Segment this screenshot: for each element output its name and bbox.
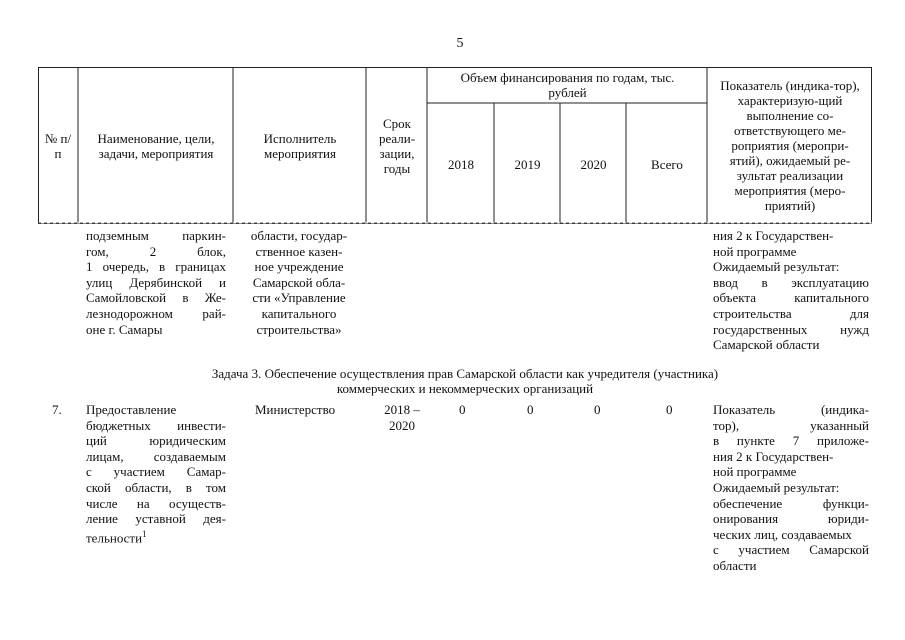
- page-number: 5: [456, 36, 464, 51]
- header-term: Срок реали-зации, годы: [378, 115, 416, 176]
- text-line: в пункте 7 приложе-: [713, 433, 869, 449]
- text-line: Ожидаемый результат:: [713, 479, 840, 495]
- text-line: ций юридическим: [86, 433, 226, 449]
- text-line: 1 очередь, в границах: [86, 259, 226, 275]
- row-7-num: 7.: [52, 402, 62, 417]
- text-line: ния 2 к Государствен-: [713, 228, 834, 243]
- row-7-value-2019: 0: [527, 402, 534, 417]
- header-year-2019: 2019: [514, 156, 541, 172]
- row-7-value-total: 0: [666, 402, 673, 417]
- task-3-line-2: коммерческих и некоммерческих организаций: [336, 381, 594, 396]
- text-line: ческих лиц, создаваемых: [713, 526, 852, 542]
- header-year-2018: 2018: [448, 156, 474, 172]
- text-line: гом, 2 блок,: [86, 243, 226, 259]
- text-line: улиц Дерябинской и: [86, 274, 226, 290]
- text-line: лезнодорожном рай-: [86, 305, 226, 321]
- header-total: Всего: [651, 156, 683, 172]
- text-line: ной программе: [713, 464, 797, 480]
- text-line: числе на осуществ-: [86, 495, 226, 511]
- row-7-value-2020: 0: [594, 402, 601, 417]
- text-line-last: [86, 527, 226, 546]
- footnote-marker: 1: [142, 528, 147, 539]
- text-line: объекта капитального: [713, 290, 869, 306]
- header-executor: Исполнитель мероприятия: [263, 130, 337, 161]
- text-line: сти «Управление: [252, 290, 346, 306]
- text-line: Самойловской в Же-: [86, 290, 226, 306]
- text-line: бюджетных инвести-: [86, 417, 226, 433]
- text-line: области, государ-: [250, 228, 348, 243]
- text-line: государственных нужд: [713, 321, 869, 337]
- row-7-name: [86, 402, 226, 546]
- text-line: ственное казен-: [255, 243, 343, 259]
- text-line: капитального: [261, 305, 337, 321]
- text-line: ния 2 к Государствен-: [713, 448, 834, 464]
- text-line: ной программе: [713, 243, 797, 259]
- text-line: с участием Самарской: [713, 542, 869, 558]
- task-3-heading: [60, 366, 870, 396]
- task-3-line-1: Задача 3. Обеспечение осуществления прав Самарской области как учредителя (участника): [211, 366, 719, 381]
- continuation-indicator: [713, 228, 869, 353]
- header-num: № п/п: [44, 130, 72, 161]
- text-line: оне г. Самары: [86, 321, 163, 337]
- header-finance-group: Объем финансирования по годам, тыс. рублей: [460, 70, 675, 100]
- text-line: онирования юриди-: [713, 511, 869, 527]
- text-line: строительства»: [256, 321, 342, 337]
- header-indicator: Показатель (индика-тор), характеризую-щий выполнение со-ответствующего ме-роприятия (меропри-ятий), ожидаемый ре-зультат реализации мероприятия (меро-приятий): [720, 78, 860, 213]
- text-line: ской области, в том: [86, 479, 226, 495]
- text-line: Ожидаемый результат:: [713, 259, 840, 275]
- header-name: Наименование, цели, задачи, мероприятия: [97, 130, 215, 161]
- text-line: ное учреждение: [254, 259, 344, 275]
- text-line: области: [713, 557, 757, 573]
- text-line: лицам, создаваемым: [86, 448, 226, 464]
- row-7-indicator: [713, 402, 869, 574]
- table-header: [38, 67, 872, 224]
- text-line: ление уставной дея-: [86, 511, 226, 527]
- text-line: тор), указанный: [713, 417, 869, 433]
- row-7-value-2018: 0: [459, 402, 466, 417]
- row-7-executor: Министерство: [255, 402, 336, 417]
- text-line: Самарской обла-: [252, 274, 346, 290]
- header-year-2020: 2020: [580, 156, 607, 172]
- text-line: 2018 –: [384, 402, 420, 417]
- row-7-term: [374, 402, 430, 433]
- text-line: строительства для: [713, 305, 869, 321]
- continuation-executor: [238, 228, 360, 337]
- text-line: 2020: [389, 417, 415, 433]
- text-line: обеспечение функци-: [713, 495, 869, 511]
- text-line: Предоставление: [86, 402, 177, 417]
- text-line: подземным паркин-: [86, 228, 226, 243]
- text-line: Показатель (индика-: [713, 402, 869, 417]
- continuation-name: [86, 228, 226, 337]
- text-line: ввод в эксплуатацию: [713, 274, 869, 290]
- text-line: тельности: [86, 530, 143, 546]
- text-line: с участием Самар-: [86, 464, 226, 480]
- text-line: Самарской области: [713, 337, 820, 353]
